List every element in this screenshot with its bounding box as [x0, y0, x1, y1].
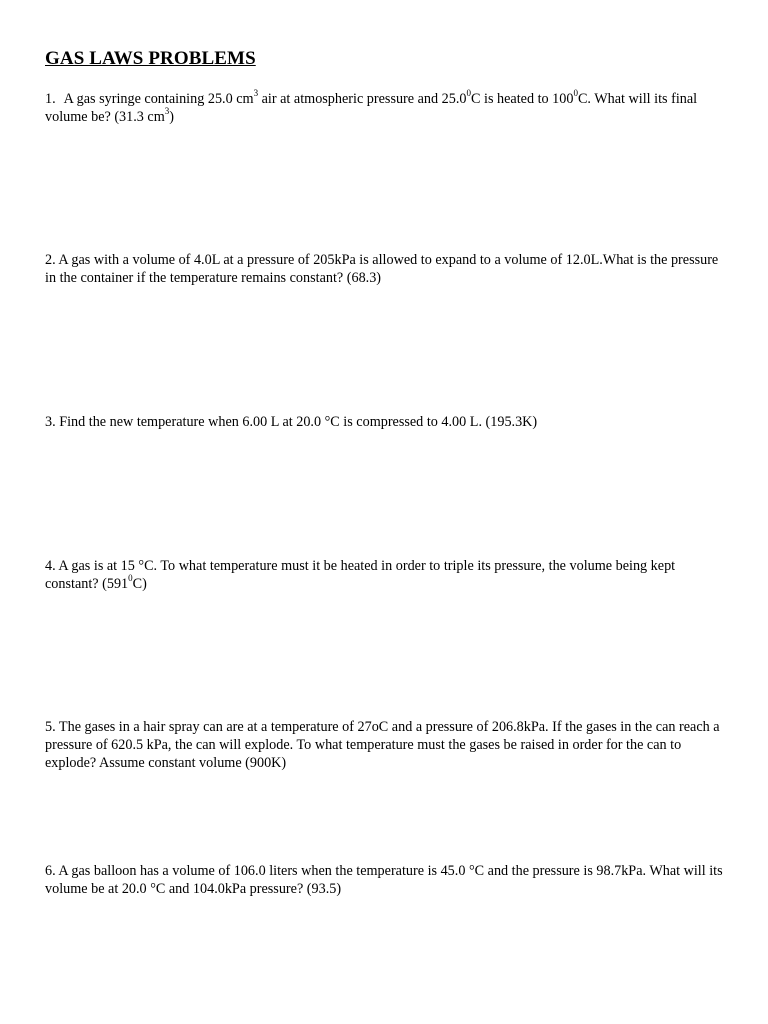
problem-number: 1.: [45, 91, 56, 107]
problem-text: ): [169, 109, 175, 125]
problem-text: C): [132, 576, 147, 592]
problem-text: 2. A gas with a volume of 4.0L at a pressure of 205kPa is allowed to expand to a volume of 12.0L.What is the pressure in the container if the temperature remains constant? (68.3): [45, 252, 719, 286]
superscript: 3: [164, 106, 170, 117]
problem-3: [45, 413, 725, 431]
problem-text: 5. The gases in a hair spray can are at a temperature of 27oC and a pressure of 206.8kPa. If the gases in the can reach a pressure of 620.5 kPa, the can will explode. To what temperature must the gases be raised in order for the can to explode? Assume constant volume (900K): [45, 719, 720, 771]
problem-text: 4. A gas is at 15 °C. To what temperature must it be heated in order to triple its pressure, the volume being kept constant? (591: [45, 558, 676, 592]
problem-text: A gas syringe containing 25.0 cm: [63, 91, 254, 107]
problem-4: [45, 557, 725, 593]
problem-text: 3. Find the new temperature when 6.00 L at 20.0 °C is compressed to 4.00 L. (195.3K): [45, 414, 538, 430]
problem-6: [45, 862, 725, 898]
problem-2: [45, 251, 725, 287]
superscript: 0: [466, 88, 471, 99]
problem-text: C is heated to 100: [471, 91, 574, 107]
problem-1: [45, 90, 725, 126]
superscript: 0: [573, 88, 578, 99]
superscript: 0: [128, 573, 133, 584]
problem-text: air at atmospheric pressure and 25.0: [258, 91, 467, 107]
problem-text: C. What will its final volume be? (31.3 cm: [45, 91, 698, 125]
problem-text: 6. A gas balloon has a volume of 106.0 liters when the temperature is 45.0 °C and the pressure is 98.7kPa. What will its volume be at 20.0 °C and 104.0kPa pressure? (93.5): [45, 863, 723, 897]
superscript: 3: [253, 88, 259, 99]
page-title: GAS LAWS PROBLEMS: [45, 48, 256, 69]
problem-5: [45, 718, 725, 772]
